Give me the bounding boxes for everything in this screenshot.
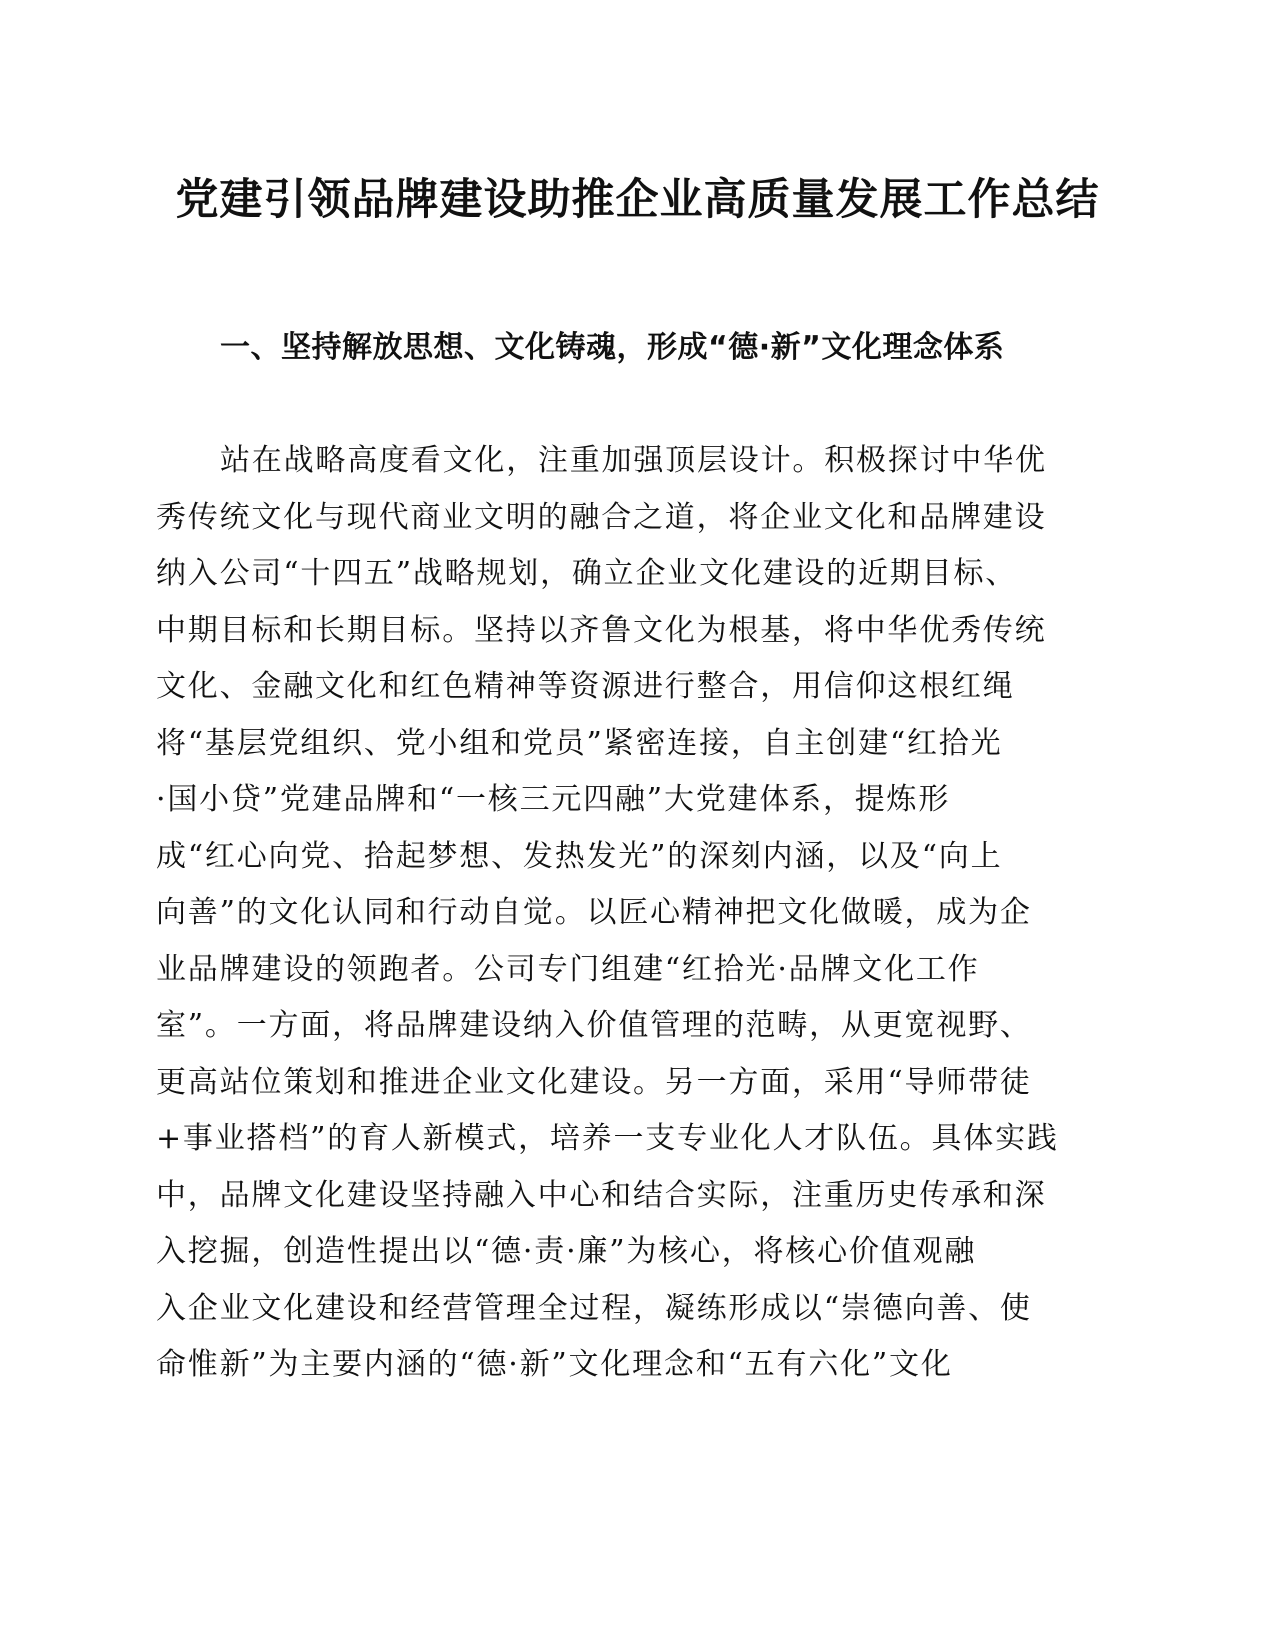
paragraph-line: 成“红心向党、拾起梦想、发热发光”的深刻内涵，以及“向上 xyxy=(156,838,1003,874)
paragraph-line: ·国小贷”党建品牌和“一核三元四融”大党建体系，提炼形 xyxy=(156,782,951,817)
paragraph-line: 室”。一方面，将品牌建设纳入价值管理的范畴，从更宽视野、 xyxy=(156,1008,1032,1043)
paragraph-line: 中，品牌文化建设坚持融入中心和结合实际，注重历史传承和深 xyxy=(156,1177,1047,1213)
section-heading: 一、坚持解放思想、文化铸魂，形成“德·新”文化理念体系 xyxy=(220,330,1005,365)
paragraph-line: 文化、金融文化和红色精神等资源进行整合，用信仰这根红绳 xyxy=(156,669,1015,704)
paragraph-line: 更高站位策划和推进企业文化建设。另一方面，采用“导师带徒 xyxy=(156,1064,1032,1100)
paragraph-line: 命惟新”为主要内涵的“德·新”文化理念和“五有六化”文化 xyxy=(156,1347,953,1382)
paragraph-line: 将“基层党组织、党小组和党员”紧密连接，自主创建“红拾光 xyxy=(156,725,1003,761)
paragraph-line: 站在战略高度看文化，注重加强顶层设计。积极探讨中华优 xyxy=(220,443,1047,478)
paragraph-line: 中期目标和长期目标。坚持以齐鲁文化为根基，将中华优秀传统 xyxy=(156,612,1047,648)
paragraph-line: 向善”的文化认同和行动自觉。以匠心精神把文化做暖，成为企 xyxy=(156,895,1032,930)
paragraph-line: 纳入公司“十四五”战略规划，确立企业文化建设的近期目标、 xyxy=(156,556,1018,591)
paragraph-line: 入企业文化建设和经营管理全过程，凝练形成以“崇德向善、使 xyxy=(156,1290,1032,1326)
paragraph-line: 秀传统文化与现代商业文明的融合之道，将企业文化和品牌建设 xyxy=(156,499,1047,535)
paragraph-line: 入挖掘，创造性提出以“德·责·廉”为核心，将核心价值观融 xyxy=(156,1234,977,1269)
paragraph-line: +事业搭档”的育人新模式，培养一支专业化人才队伍。具体实践 xyxy=(156,1121,1059,1156)
document-title: 党建引领品牌建设助推企业高质量发展工作总结 xyxy=(175,175,1100,225)
body-paragraph xyxy=(156,433,1096,1394)
paragraph-line: 业品牌建设的领跑者。公司专门组建“红拾光·品牌文化工作 xyxy=(156,951,980,987)
